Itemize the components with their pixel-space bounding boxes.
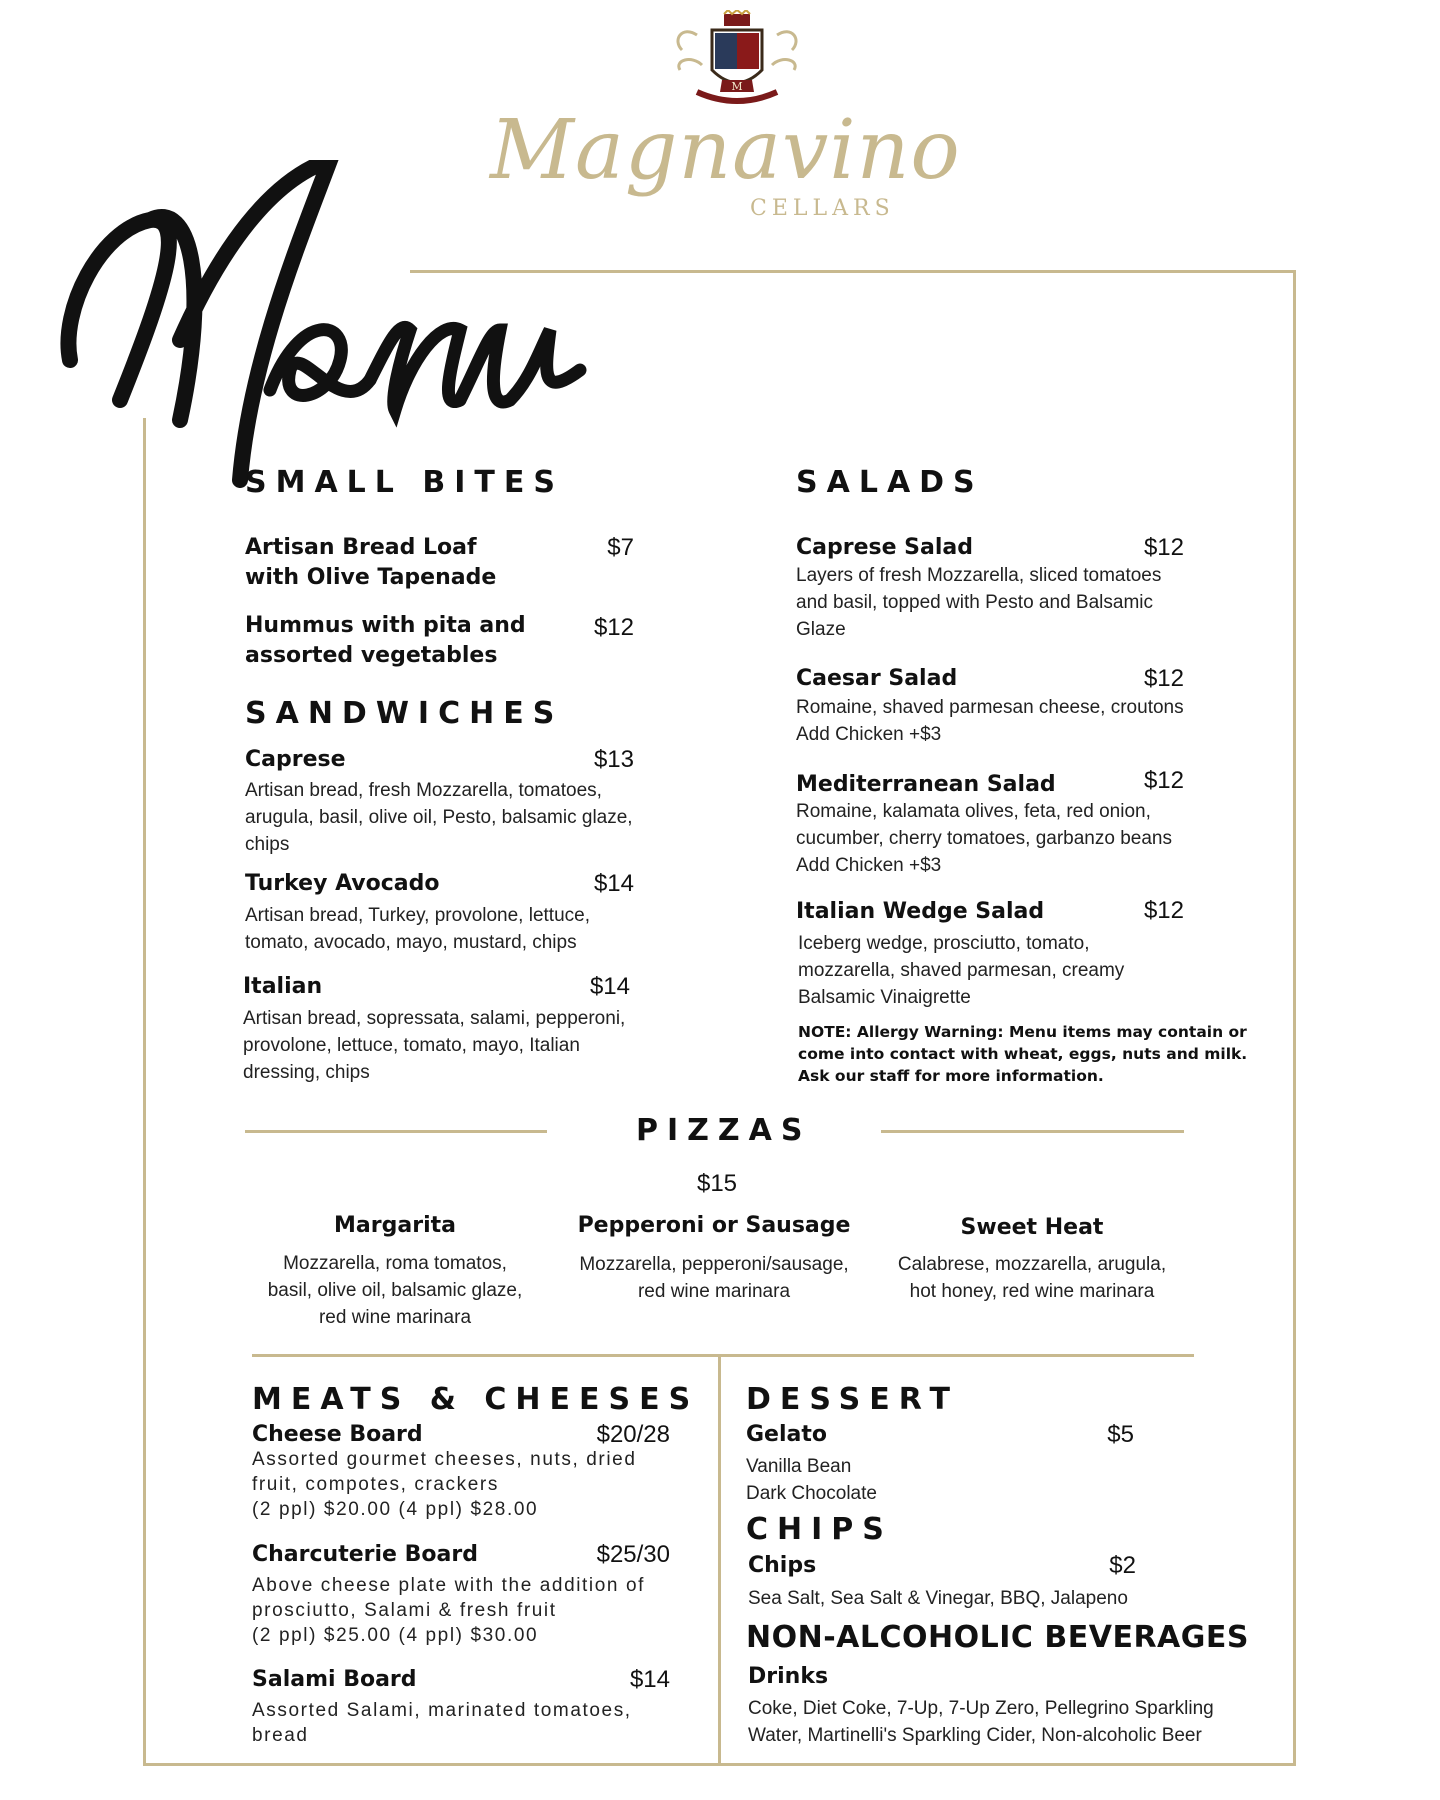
item-cheese-board-price: $20/28 [596,1421,670,1448]
menu-script-title [40,160,620,500]
pizzas-divider-left [245,1130,547,1133]
bottom-section-divider [252,1354,1194,1357]
pizza-sweet-heat-name: Sweet Heat [960,1215,1104,1240]
sandwiches-heading: SANDWICHES [245,696,564,731]
item-drinks-name: Drinks [748,1664,829,1689]
pizzas-divider-right [881,1130,1184,1133]
item-caesar-salad-price: $12 [1143,665,1184,692]
item-italian-price: $14 [589,973,630,1000]
item-salami-board-price: $14 [629,1666,670,1693]
item-mediterranean-salad-desc: Romaine, kalamata olives, feta, red onion, cucumber, cherry tomatoes, garbanzo beans Add Chicken +$3 [796,801,1172,876]
item-charcuterie-board-desc: Above cheese plate with the addition of prosciutto, Salami & fresh fruit (2 ppl) $25.00 (4 ppl) $30.00 [252,1575,646,1646]
brand-subtitle: CELLARS [750,196,895,221]
item-turkey-avocado-desc: Artisan bread, Turkey, provolone, lettuce, tomato, avocado, mayo, mustard, chips [245,905,590,953]
pizza-margarita-name: Margarita [334,1213,456,1238]
item-charcuterie-board-name: Charcuterie Board [252,1542,478,1567]
item-caesar-salad-name: Caesar Salad [796,666,958,691]
item-chips-desc: Sea Salt, Sea Salt & Vinegar, BBQ, Jalapeno [748,1588,1128,1609]
item-italian-name: Italian [243,974,323,999]
pizza-pepperoni-sausage-desc: Mozzarella, pepperoni/sausage, red wine marinara [579,1254,849,1302]
item-hummus-price: $12 [593,614,634,641]
item-chips-name: Chips [748,1553,817,1578]
brand-name: Magnavino [490,103,961,198]
item-gelato-price: $5 [1107,1421,1134,1448]
item-italian-wedge-salad-name: Italian Wedge Salad [796,899,1045,924]
item-italian-wedge-salad-price: $12 [1143,897,1184,924]
item-chips-price: $2 [1109,1552,1136,1579]
crest-logo-icon [672,10,802,110]
item-caprese-salad-price: $12 [1143,534,1184,561]
frame-left-line [143,418,146,1766]
meats-cheeses-heading: MEATS & CHEESES [252,1382,700,1417]
item-gelato-desc: Vanilla Bean Dark Chocolate [746,1456,877,1504]
item-charcuterie-board-price: $25/30 [596,1541,670,1568]
salads-heading: SALADS [796,465,984,500]
item-turkey-avocado-name: Turkey Avocado [245,871,440,896]
pizzas-heading: PIZZAS [636,1113,812,1148]
pizza-sweet-heat-desc: Calabrese, mozzarella, arugula, hot honey, red wine marinara [897,1254,1167,1302]
pizza-pepperoni-sausage-name: Pepperoni or Sausage [577,1213,851,1238]
bottom-column-divider [718,1354,721,1764]
item-caprese-price: $13 [593,746,634,773]
dessert-heading: DESSERT [746,1382,959,1417]
pizzas-price: $15 [696,1170,738,1197]
item-caprese-salad-desc: Layers of fresh Mozzarella, sliced tomatoes and basil, topped with Pesto and Balsamic Glaze [796,565,1162,640]
frame-right-line [1293,270,1296,1766]
item-caprese-desc: Artisan bread, fresh Mozzarella, tomatoes, arugula, basil, olive oil, Pesto, balsamic glaze, chips [245,780,633,855]
pizza-margarita-desc: Mozzarella, roma tomatos, basil, olive oil, balsamic glaze, red wine marinara [267,1253,523,1328]
item-mediterranean-salad-name: Mediterranean Salad [796,772,1056,797]
item-salami-board-name: Salami Board [252,1667,417,1692]
svg-text:M: M [731,80,743,93]
item-artisan-bread-name: Artisan Bread Loaf with Olive Tapenade [245,535,497,590]
allergy-note: NOTE: Allergy Warning: Menu items may contain or come into contact with wheat, eggs, nuts and milk. Ask our staff for more information. [798,1023,1248,1085]
item-gelato-name: Gelato [746,1422,827,1447]
item-caesar-salad-desc: Romaine, shaved parmesan cheese, croutons Add Chicken +$3 [796,697,1184,745]
item-turkey-avocado-price: $14 [593,870,634,897]
item-artisan-bread-price: $7 [607,534,634,561]
item-salami-board-desc: Assorted Salami, marinated tomatoes, bread [252,1700,632,1746]
item-italian-wedge-salad-desc: Iceberg wedge, prosciutto, tomato, mozzarella, shaved parmesan, creamy Balsamic Vinaigrette [798,933,1125,1008]
item-italian-desc: Artisan bread, sopressata, salami, pepperoni, provolone, lettuce, tomato, mayo, Italian dressing, chips [243,1008,626,1083]
item-caprese-salad-name: Caprese Salad [796,535,974,560]
item-cheese-board-desc: Assorted gourmet cheeses, nuts, dried fruit, compotes, crackers (2 ppl) $20.00 (4 ppl) $28.00 [252,1449,637,1520]
item-caprese-name: Caprese [245,747,346,772]
item-hummus-name: Hummus with pita and assorted vegetables [245,613,526,668]
chips-heading: CHIPS [746,1512,893,1547]
item-mediterranean-salad-price: $12 [1143,767,1184,794]
beverages-heading: NON-ALCOHOLIC BEVERAGES [746,1620,1249,1655]
small-bites-heading: SMALL BITES [245,465,564,500]
item-drinks-desc: Coke, Diet Coke, 7-Up, 7-Up Zero, Pellegrino Sparkling Water, Martinelli's Sparkling Cider, Non-alcoholic Beer [748,1698,1214,1746]
item-cheese-board-name: Cheese Board [252,1422,423,1447]
